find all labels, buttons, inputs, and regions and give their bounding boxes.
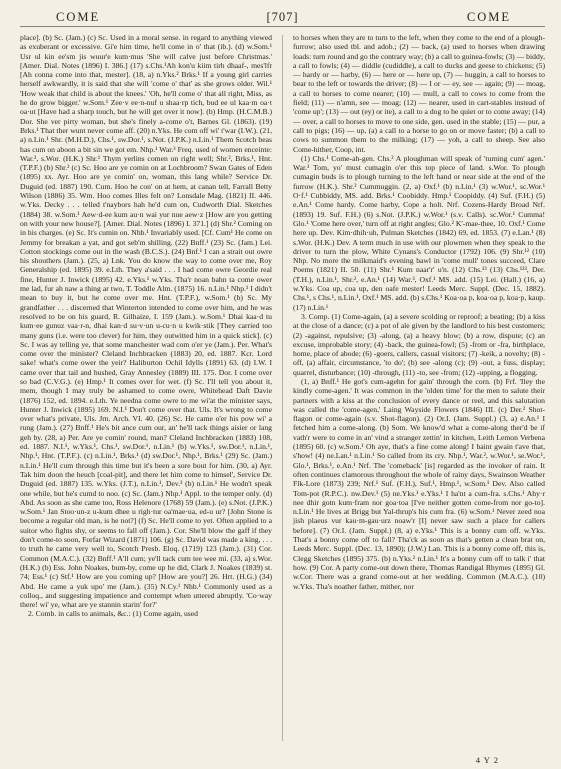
entry-paragraph: place]. (b) Sc. (Jam.) (c) Sc. Used in a moral sense. in regard to anything viewed as exuberant or excessive. Gi'e him time, he'll come in o' that (ib.). (d) w.Som.¹ Usr ul kin ee'sm jis wuur'e kum·mus 'She will calve just before Christmas.' [Amer. Dial. Notes (1896) I. 386.] (17) s.Chs.¹Ah kon'u kiim tirh dhaaf-, mes'lfr [Ah conna come into that, mester]. (18, a) n.Yks.² Brks.¹ If a young girl carries herself awkwardly, it is said that she will 'come o' that' as she grows older. Wil.¹ 'How weak that child is about the knees.' 'Oh, he'll come o' that all right, Miss, as he do grow bigger.' w.Som.¹ Zee·v ee·n-nuf u shaa·rp tich, bud ee ul kaa·m oa·t oa·ut [Have had a sharp touch, but he will get over it now]. (b) Hmp. (H.C.M.B.) Dor. She ver pirty woman, but she's finely a-come o't, Barnes Gl. (1863). (19) Brks.¹ That ther wunt never come aff. (20) n.Yks. He com off wi' t'war (I.W.). (21, a) n.Lin.¹ Shr. (M.H.D.), Chs.¹, sw.Dor.¹, s.Not. (J.P.K.) n.Lin.¹ Them Scotch beas has cum on aboon a bit sin we got em. Nhp.¹ War.³ Freq. used of women enceinte: War.³, s.Wor. (H.K.) Shr.¹ Thym yerlins comen on right well; Shr.², Brks.¹, Hnt. (T.P.F.) (b) Shr.² (c) Sc. Hoo are ye comin on at Lochbroom? Swan Gates of Eden (1895) xx. Ayr. Hoo are ye comin' on, woman, this lang while? Service Dr. Duguid (ed. 1887) 190. Cum. Hoo he con' on at hem, at canan tell, Farrall Betty Wilson (1886) 35. Wm. Hoo comes Illes felt on? Lonsdale Mag. (1821) II. 446. w.Yks. Decky . . . telled t'naybors hah he'd cum on, Cudworth Dial. Sketches (1884) 38. w.Som.¹ Aew·d-ee kum au·n wai yur nue aew·z [How are you getting on with your new house?]. [Amer. Dial. Notes (1896) I. 371.] (d) Shr.² Coming on in his charges. (e) Sc. It's cumin on. Nhb.¹ Invariably used. [Cf. Cum¹ He come on Jemmy for breakan a yat, and got seb'm shilling. (22) Bnff.¹ (23) Sc. (Jam.) Lei. Cotton stockings come out in the wash (B.C.S.). (24) Bnf.¹ I can a strait out owre his shouthers (Jam.). (25, a) Lnk. You do know the way to come over me, Roy Generalship (ed. 1895) 39. e.Lth. They a'said . . . I had come owre Geordie real fine, Hunter J. Inwick (1895) 42. e.Yks.¹ w.Yks. Tha'r noan bahn ta come ower me lad, fur ah naw a thing ar two, T. Toddle Alm. (1875) 16. n.Lin.¹ Nhp.¹ I didn't mean to buy it, but he come over me. Hnt. (T.P.F.), w.Som.¹ (b) Sc. My grandfather . . . discerned that Winterton intended to come over him, and he was resolved to be on his guard, R. Gilhaize, I. 159 (Jam.). w.Som.¹ Dhai kaa·d tu kum·ee gunuz vaa·r-n, dhai kan·d su·v·un u-cu·n u kwik·stik [They carried too many guns (i.e. were too clever) for him, they outwitted him in a quick stick]. (c) Sc. I was ay telling ye, that some manchester wad com o'er ye (Jam.). Per. What's come over the minister? Cleland Inchbracken (1883) 20, ed. 1887. Kcr. Lord sake! what's come ower the yeir? Haliburton Ochil Idylls (1891) 63. (d) I.W. I came over that tail and hushed, Gray Annesley (1889) III. 175. Dor. I come over so bad (C.V.G.). (e) Hmp.¹ It comes over for wet. (f) Sc. I'll tell you about it, mem, though I may truly be ashamed to come owre, Whitehead Daft Davie (1876) 152, ed. 1894. e.Lth. Ye needna come owre to me wi'at the minister says, Hunter J. Inwick (1895) 169. N.I.¹ Don't come over that. Uls. It's wrong to come over what's private, Uls. Jrn. Arch. VI. 40. (26) Sc. He came o'er his pow wi' a rung (Jam.). (27) Bnff.¹ He's bit ance cum our, an' he'll tack things aisier or lang geh by. (28, a) Per. Are ye comin' round, man? Cleland Inchbracken (1883) 108, ed. 1887. N.I.¹, w.Yks.¹, Chs.¹, sw.Dor.¹, n.Lin.¹ (b) w.Yks.¹, sw.Dor.¹, n.Lin.¹, Nhp.¹, Hnt. (T.P.F.). (c) n.Lin.¹, Brks.¹ (d) sw.Dor.¹, Nhp.¹, Brks.¹ (29) Sc. (Jam.) n.Lin.¹ He'll cum through this time but it's been a sore bout for him. (30, a) Ayr. Tak him doon the heuch [coal-pit], and there let him come to himsel', Service Dr. Duguid (ed. 1887) 135. w.Yks. (J.T.), n.Lin.¹, Dev.³ (b) n.Lin.¹ He wodn't speak one while, but he's cumd to noo. (c) Sc. (Jam.) Nhp.¹ Appl. to the temper only. (d) Abd. As soon as she came too, Ross Helenore (1768) 59 (Jam.). (e) s.Not. (J.P.K.) w.Som.¹ Jan Stoo·un-z u-kum dhee u righ·tur oa'mae·ua, ed-u ur? [John Stone is become a regular old man, is he not?] (f) Sc. He'll come to yet. Often applied to a suitor who fights shy, or seems to fall off (Jam.). Cor. She'll blow the gaff if they don't come-to soon, Forfar Wizard (1871) 106. (g) Sc. David was made a king, . . . to truth he came very well to, Scotch Presb. Eloq. (1719) 123 (Jam.). (31) Cor. Common (M.A.C.). (32) Bnff.¹ A'll cum; ye'll tack cum tee wee mi. (33, a) s.Wor. (H.K.) (b) Ess. John Noakes, bum-by, come up he did, Clark J. Noakes (1839) st. 74; Ess.¹ (c) Stf.¹ How are you coming up? [How are you?] 26. Hrt. (H.G.) (34) Abd. He came a yuk upo' me (Jam.). (35) N.Cy.¹ Nhb.¹ Commonly used as a colloq., and suggesting impatience and contempt when uttered abruptly. 'Co·way there! wi' ye, what are ye stannin starin' for?' — [20, 33, 272, 610]
column-divider — [282, 35, 283, 741]
left-column-text — [20, 33, 272, 619]
entry-paragraph: 2. Comb. in calls to animals, &c.: (1) Come again, used — [28, 609, 198, 619]
entry-paragraph: to horses when they are to turn to the left, when they come to the end of a plough-furrow; also used tbl. and adob.; (2) — back, (a) used to horses when drawing loads: turn round and go the contrary way; (b) a call to guinea-fowls; (3) — biddy, a call to fowls; (4) — diddle (cudiddle), a call to ducks and geese to chickens; (5) — hardy or — harby, (6) — here or — here up, (7) — huggin, a call to horses to bear to the left or towards the driver; (8) — I or — ey, see — again; (9) — moag, a call to horses to come nearer; (10) — mull, a call to cows to come from the field; (11) — n'amn, see — moag; (12) — nearer, used in cart-stables instead of 'come up'; (13) — out (ey) or ite), a call to a dog to be quiet or to come away; (14) — over, a call to horses to move to one side, gen. used in the stable; (15) — pur, a call to pigs; (16) — up, (a) a call to a horse to go on or move faster; (b) a call to cows to summon them to the milking; (17) — yoh, a call to sheep. See also Come-hither, Coop, int. — [293, 33, 545, 154]
entry-paragraph: (1, a) Bnff.¹ He got's cum-agehn for gain' through the corn. (b) Frf. 'Iley the kindly come-agen.' It was common in the 'olden time' for the men to salute their partners with a kiss at the conclusion of every dance or reel, and this salutation was called the 'come-agen,' Laing Wayside Flowers (1846) III. (c) Der.² Shot-flagon or come-again (s.v. Shot-flagon). (2) Or.I. (Jam. Suppl.) (3, a) e.An.¹ I fetched him a come-along. (b) Som. We know'd what a come-along ther'd be if vath'r were to come in an' vind a stranger zettin' in kitchen, Leith Lemon Verbena (1895) 60. (c) w.Som.¹ Oh aye, that's a fine come along! I baint gwain t'ave that, s'how! (4) ne.Lan.¹ n.Lin.¹ So called from its cry. Nhp.¹, War.², w.Wor.¹, se.Wor.¹, Glo.¹, Brks.¹, e.An.¹ Nrf. The 'comeback' [is] regarded as the invoker of rain. It often continues clamorous throughout the whole of rainy days, Swainson Weather Flk-Lore (1873) 239; Nrf.¹ Suf. (F.H.), Suf.¹, Hmp.¹, w.Som.¹ Dev. Also called Tom-pot (R.P.C.). nw.Dev.¹ (5) ne.Yks.¹ e.Yks.¹ I ha'nt a cum-fra. s.Chs.¹ Ahy·r nee dhir gotn kum·fram nor goa·toa [I've neither gotten come-from nor go-to]. n.Lin.¹ He lives at Brigg but Yal-thrup's his cum fra. (6) w.Som.¹ Never zeed noa jish plaeus vur kau·m-gau·urz noaw'r [I] never saw such a place for callers before]. (7) Or.I. (Jam. Suppl.) (8, a) e.Yks.¹ This is a bonny cum off. w.Yks. That's a bonny come off to fall? Tha'ck as soon as that's getten a clean brat on, Leeds Merc. Suppl. (Dec. 13, 1890); (J.W.) Lan. This is a bonny come off, this is, Clegg Sketches (1895) 375. (b) n.Yks.² n.Lin.¹ It's a bonny cum off to talk i' that how. (9) Cor. A party come-out down there, Thomas Randigal Rhymes (1895) Gl. w.Cor. There was a grand come-out at her wedding. Common (M.A.C.). (10) w.Yks. Tha's noather father, mither, nor — [293, 376, 545, 591]
right-column-text — [293, 33, 545, 591]
right-column — [293, 33, 545, 747]
running-head-left: COME — [56, 10, 101, 24]
page-number: [707] — [266, 10, 299, 24]
text-columns — [20, 33, 545, 747]
page-header — [20, 8, 545, 27]
left-column — [20, 33, 272, 747]
entry-paragraph: (1) Chs.¹ Come-ah-gen. Chs.² A ploughman will speak of 'turning cum' agen.' War.³ Tom, yo' must cumagin o'er this top piece of land. s.Wor. To plough cumagin buds is to plough turning to the left hand or near side at the end of the furrow (H.K.). Shr.² Cummuggin. (2, a) Oxf.¹ (b) n.Lin.¹ (3) w.Wor.¹, sc.Wor.¹ O·f.¹ Cubbiddy, MS. add. Brks.¹ Coobiddy. Hmp.¹ Coopiddy. (4) Suf. (F.H.) (5) e.An.¹ Come hardy. Come harby, Cope a holt. Nrf. Cozens-Hardy Broad Nrf. (1893) 19. Suf. F.H.) (6) s.Not. (J.P.K.) w.Wor.¹ (s.v. Calls). sc.Wor.¹ Cumma! Glo.¹ 'Come here over,' turn off at right angles; Glo.² K'-mae-thee, 10. Oxf.¹ Come here up. Dev. Kim·dhih·uh, Pulman Sketches (1842) 69, ed. 1853. (7) e.Lan.¹ (8) s.Wor. (H.K.) Dev. A term much in use with our plowmen when they speak to the driver to turn the plow, White Cynans's Conductor (1792) 106. (9) Shr.¹² (10) Nhp. No more the milkmaid's evening bawl in 'come mull' tones succeed, Clare Poems (1821) II. 50. (11) Shr.¹ Kum naar'r' u'n. (12) Chs.¹³ (13) Chs.¹²³, Der. (T.H.), n.Lin.¹, Shr.², e.An.¹ (14) War.³, Oxf.¹ MS. add. (15) Lei. (Hall.) (16, a) w.Yks. Coa up, coa up, den oafe mester! Leeds Merc. Suppl. (Dec. 15, 1882). Chs.¹, s Chs.¹, n.Lin.¹, Oxf.¹ MS. add. (b) s.Chs.¹ Koa·oa p, koa·oa p, koa·p, kaup. (17) n.Lin.¹ — [293, 153, 545, 312]
running-head-right: COME — [466, 10, 511, 24]
signature-mark: 4 Y 2 — [475, 755, 499, 765]
entry-paragraph: 3. Comp. (1) Come-again, (a) a severe scolding or reproof; a beating; (b) a kiss at the close of a dance; (c) a pot of ale given by the landlord to his best customers; (2) -against, repulsive; (3) -along, (a) a heavy blow; (b) a row, dispute; (c) an excuse, improbable story; (4) -back, the guinea-fowl; (5) -from or -fra, birthplace, home, place of abode; (6) -goers, callers, casual visitors; (7) -keik, a novelty; (8) -off, (a) affair, circumstance, 'to do'; (b) see -along (c); (9) -out, a fuss, display; quarrel, disturbance; (10) -through, (11) -to, see -from; (12) -upping, a flogging. — [293, 311, 545, 377]
